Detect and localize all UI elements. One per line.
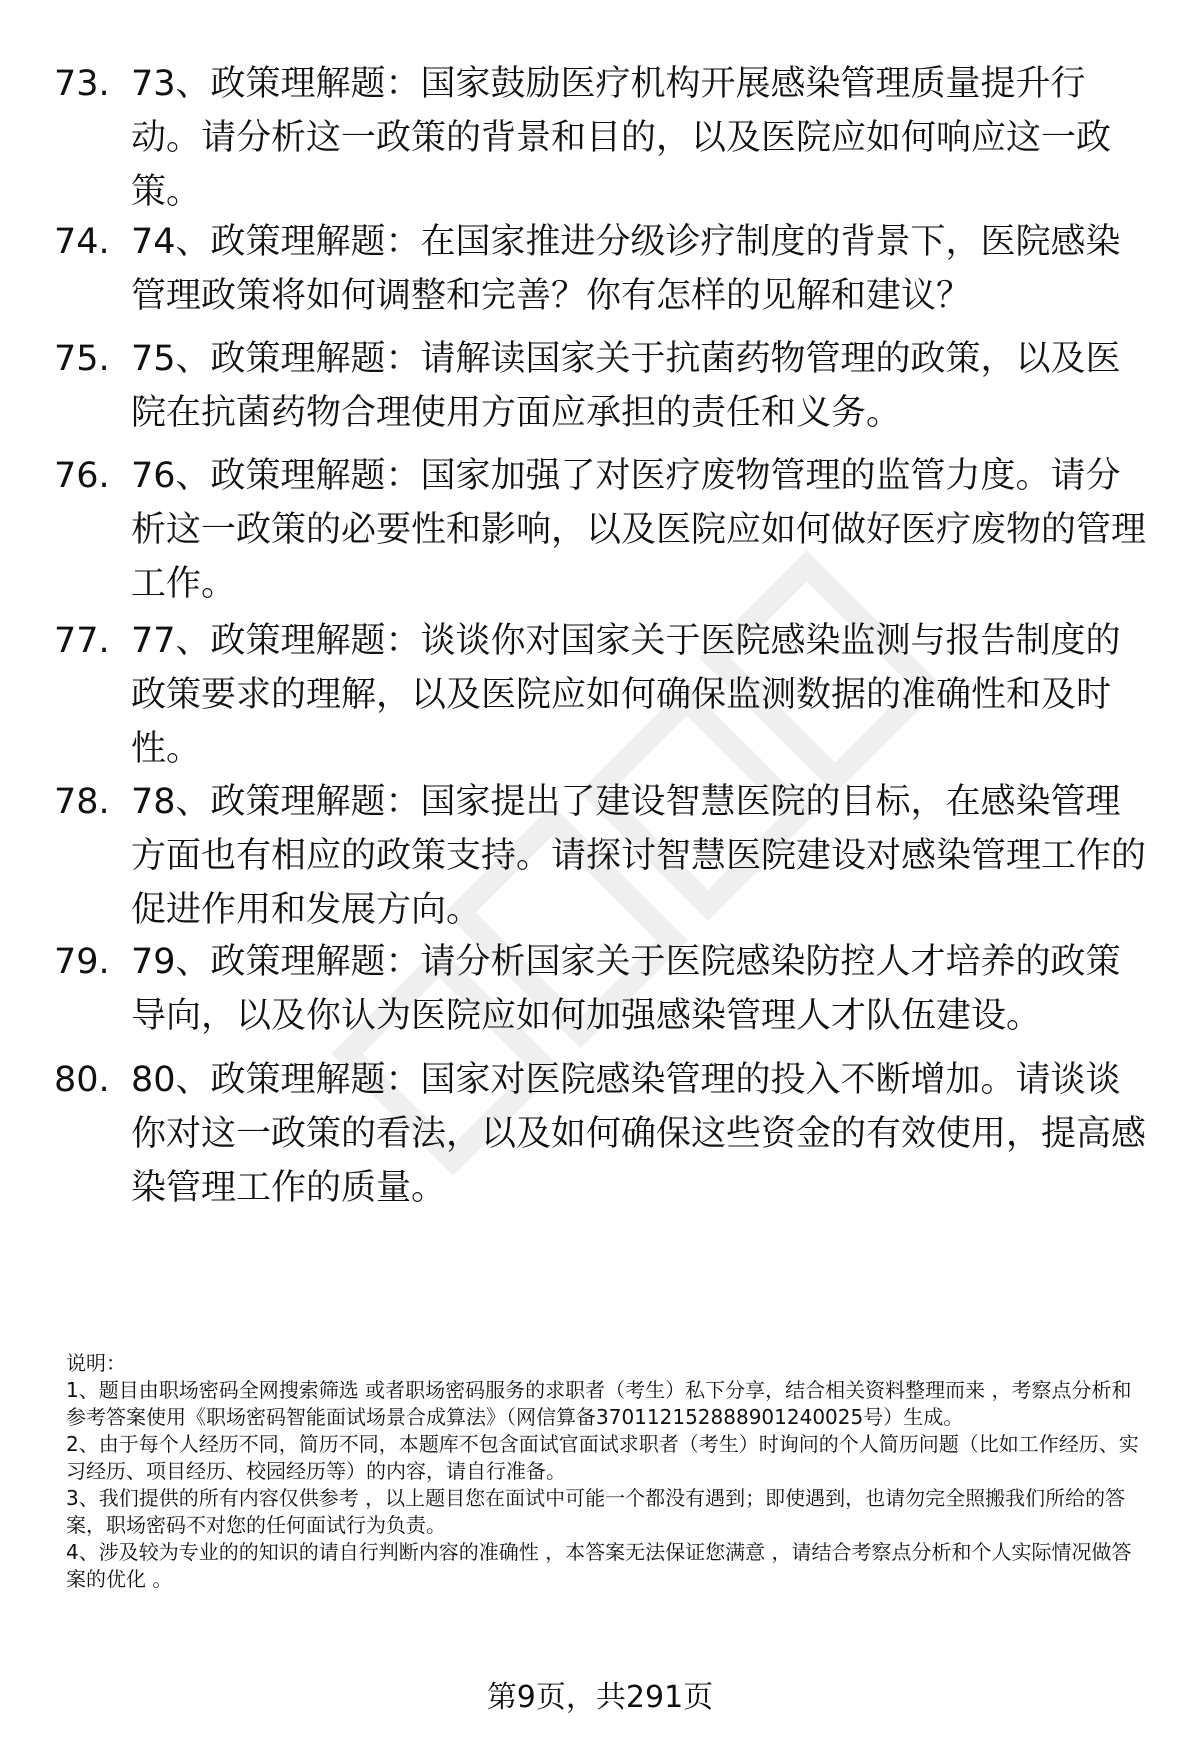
question-number: 79. <box>54 942 110 982</box>
question-number: 75. <box>54 339 110 379</box>
question-text: 76、政策理解题：国家加强了对医疗废物管理的监管力度。请分析这一政策的必要性和影响，以及医院应如何做好医疗废物的管理工作。 <box>131 456 1147 604</box>
question-text: 79、政策理解题：请分析国家关于医院感染防控人才培养的政策导向，以及你认为医院应如何加强感染管理人才队伍建设。 <box>131 942 1121 1036</box>
notes-section <box>66 1350 1151 1593</box>
question-number: 77. <box>54 621 110 661</box>
notes-heading: 说明： <box>66 1351 126 1375</box>
question-text: 74、政策理解题：在国家推进分级诊疗制度的背景下，医院感染管理政策将如何调整和完善？你有怎样的见解和建议？ <box>131 222 1121 316</box>
page-number: 第9页，共291页 <box>486 1680 714 1715</box>
note-item: 4、涉及较为专业的的知识的请自行判断内容的准确性 ，本答案无法保证您满意 ，请结合考察点分析和个人实际情况做答案的优化 。 <box>66 1540 1132 1591</box>
question-number: 74. <box>54 222 110 262</box>
question-number: 73. <box>54 64 110 104</box>
question-text: 77、政策理解题：谈谈你对国家关于医院感染监测与报告制度的政策要求的理解，以及医院应如何确保监测数据的准确性和及时性。 <box>131 621 1121 769</box>
question-text: 80、政策理解题：国家对医院感染管理的投入不断增加。请谈谈你对这一政策的看法，以及如何确保这些资金的有效使用，提高感染管理工作的质量。 <box>131 1060 1147 1208</box>
question-number: 78. <box>54 782 110 822</box>
question-text: 73、政策理解题：国家鼓励医疗机构开展感染管理质量提升行动。请分析这一政策的背景和目的，以及医院应如何响应这一政策。 <box>131 64 1112 212</box>
question-number: 80. <box>54 1060 110 1100</box>
question-text: 78、政策理解题：国家提出了建设智慧医院的目标，在感染管理方面也有相应的政策支持。请探讨智慧医院建设对感染管理工作的促进作用和发展方向。 <box>131 782 1147 930</box>
question-number: 76. <box>54 456 110 496</box>
note-item: 2、由于每个人经历不同，简历不同，本题库不包含面试官面试求职者（考生）时询问的个人简历问题（比如工作经历、实习经历、项目经历、校园经历等）的内容，请自行准备。 <box>66 1432 1139 1483</box>
question-text: 75、政策理解题：请解读国家关于抗菌药物管理的政策，以及医院在抗菌药物合理使用方面应承担的责任和义务。 <box>131 339 1121 433</box>
note-item: 3、我们提供的所有内容仅供参考 ，以上题目您在面试中可能一个都没有遇到；即使遇到，也请勿完全照搬我们所给的答案，职场密码不对您的任何面试行为负责。 <box>66 1486 1126 1537</box>
note-item: 1、题目由职场密码全网搜索筛选 或者职场密码服务的求职者（考生）私下分享，结合相关资料整理而来 ，考察点分析和参考答案使用《职场密码智能面试场景合成算法》（网信算备370112152888901240025号）生成。 <box>66 1378 1132 1429</box>
